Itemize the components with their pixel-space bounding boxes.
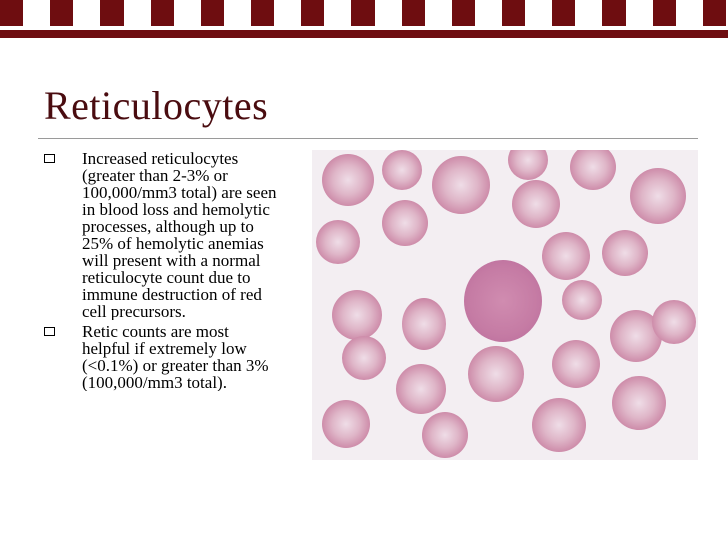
hollow-square-icon <box>44 154 55 163</box>
bullet-list <box>44 150 312 394</box>
blood-smear-image <box>312 150 698 460</box>
header-bar <box>0 30 728 38</box>
bullet-text: Retic counts are most helpful if extremely low (<0.1%) or greater than 3% (100,000/mm3 total). <box>82 323 269 391</box>
checker-pattern <box>0 0 728 28</box>
hollow-square-icon <box>44 327 55 336</box>
header-band <box>0 0 728 38</box>
slide-title: Reticulocytes <box>44 83 269 128</box>
bullet-text: Increased reticulocytes (greater than 2-3% or 100,000/mm3 total) are seen in blood loss and hemolytic processes, although up to 25% of hemolytic anemias will present with a normal reticulocyte count due to immune destruction of red cell precursors. <box>82 150 277 320</box>
title-divider <box>38 138 698 139</box>
bullet-item <box>44 150 312 320</box>
bullet-item <box>44 323 312 391</box>
